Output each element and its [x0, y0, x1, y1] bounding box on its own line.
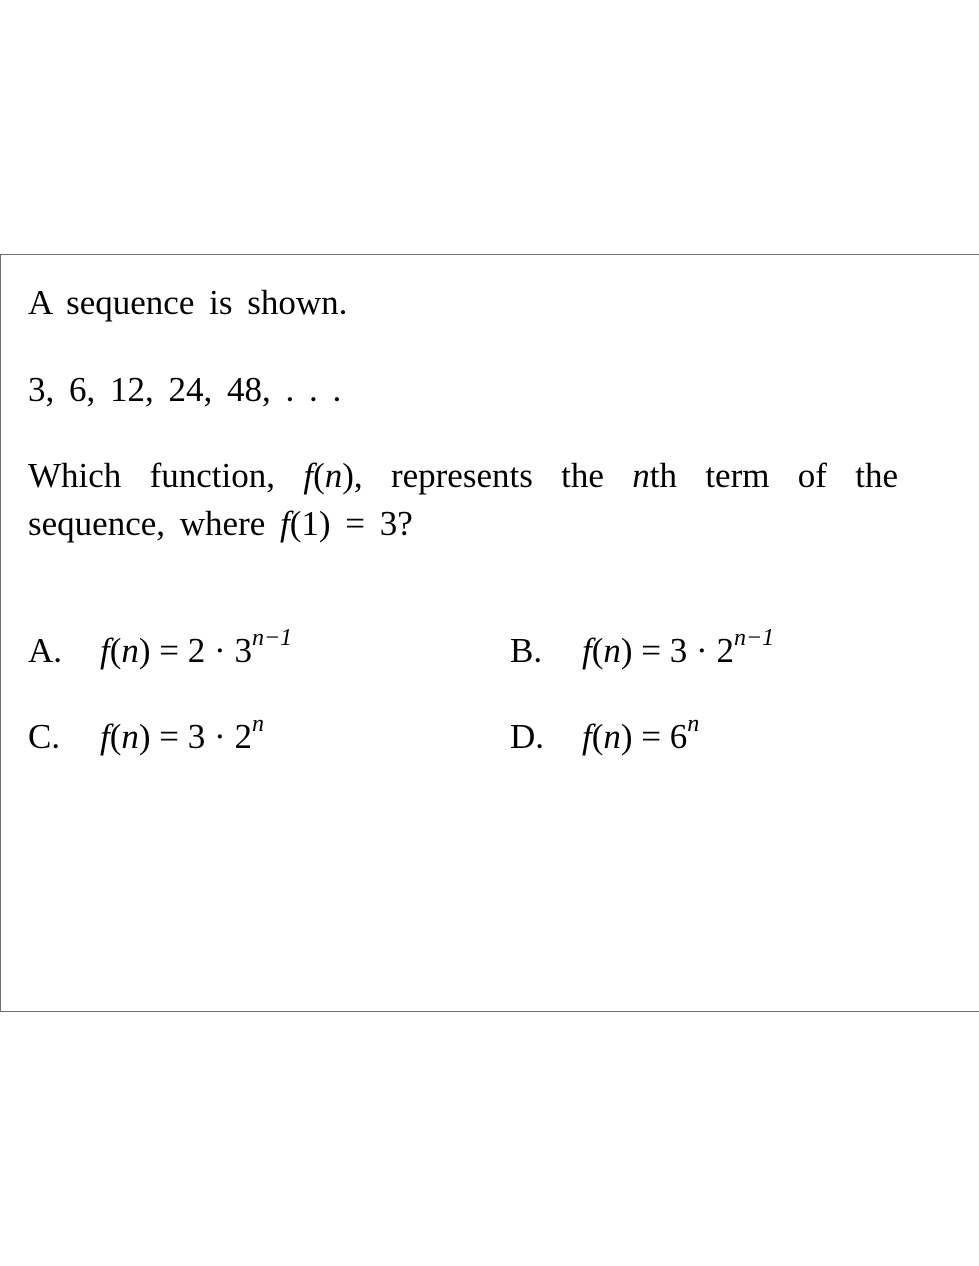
choice-exponent: n−1	[251, 625, 293, 652]
choice-d[interactable]: D. $f(n) = 6^n$	[510, 713, 699, 761]
choice-letter: A.	[28, 631, 63, 670]
question-text	[28, 452, 898, 548]
choice-exponent: n−1	[733, 625, 775, 652]
question-line-2: sequence, where f(1) = 3?	[28, 504, 413, 543]
choice-a[interactable]: A. $f(n) = 2 \cdot 3^{n-1}$	[28, 627, 292, 675]
choice-c[interactable]: C. $f(n) = 3 \cdot 2^n$	[28, 713, 264, 761]
intro-text: A sequence is shown.	[28, 283, 348, 322]
sequence-text: 3, 6, 12, 24, 48, . . .	[28, 370, 342, 409]
choice-letter: D.	[510, 717, 545, 756]
choice-b[interactable]: B. $f(n) = 3 \cdot 2^{n-1}$	[510, 627, 774, 675]
question-line-1: Which function, f(n), represents the nth term of the	[28, 456, 899, 495]
choice-exponent: n	[687, 711, 700, 738]
choice-letter: B.	[510, 631, 543, 670]
choice-letter: C.	[28, 717, 61, 756]
choice-exponent: n	[251, 711, 264, 738]
question-card	[0, 254, 979, 1012]
